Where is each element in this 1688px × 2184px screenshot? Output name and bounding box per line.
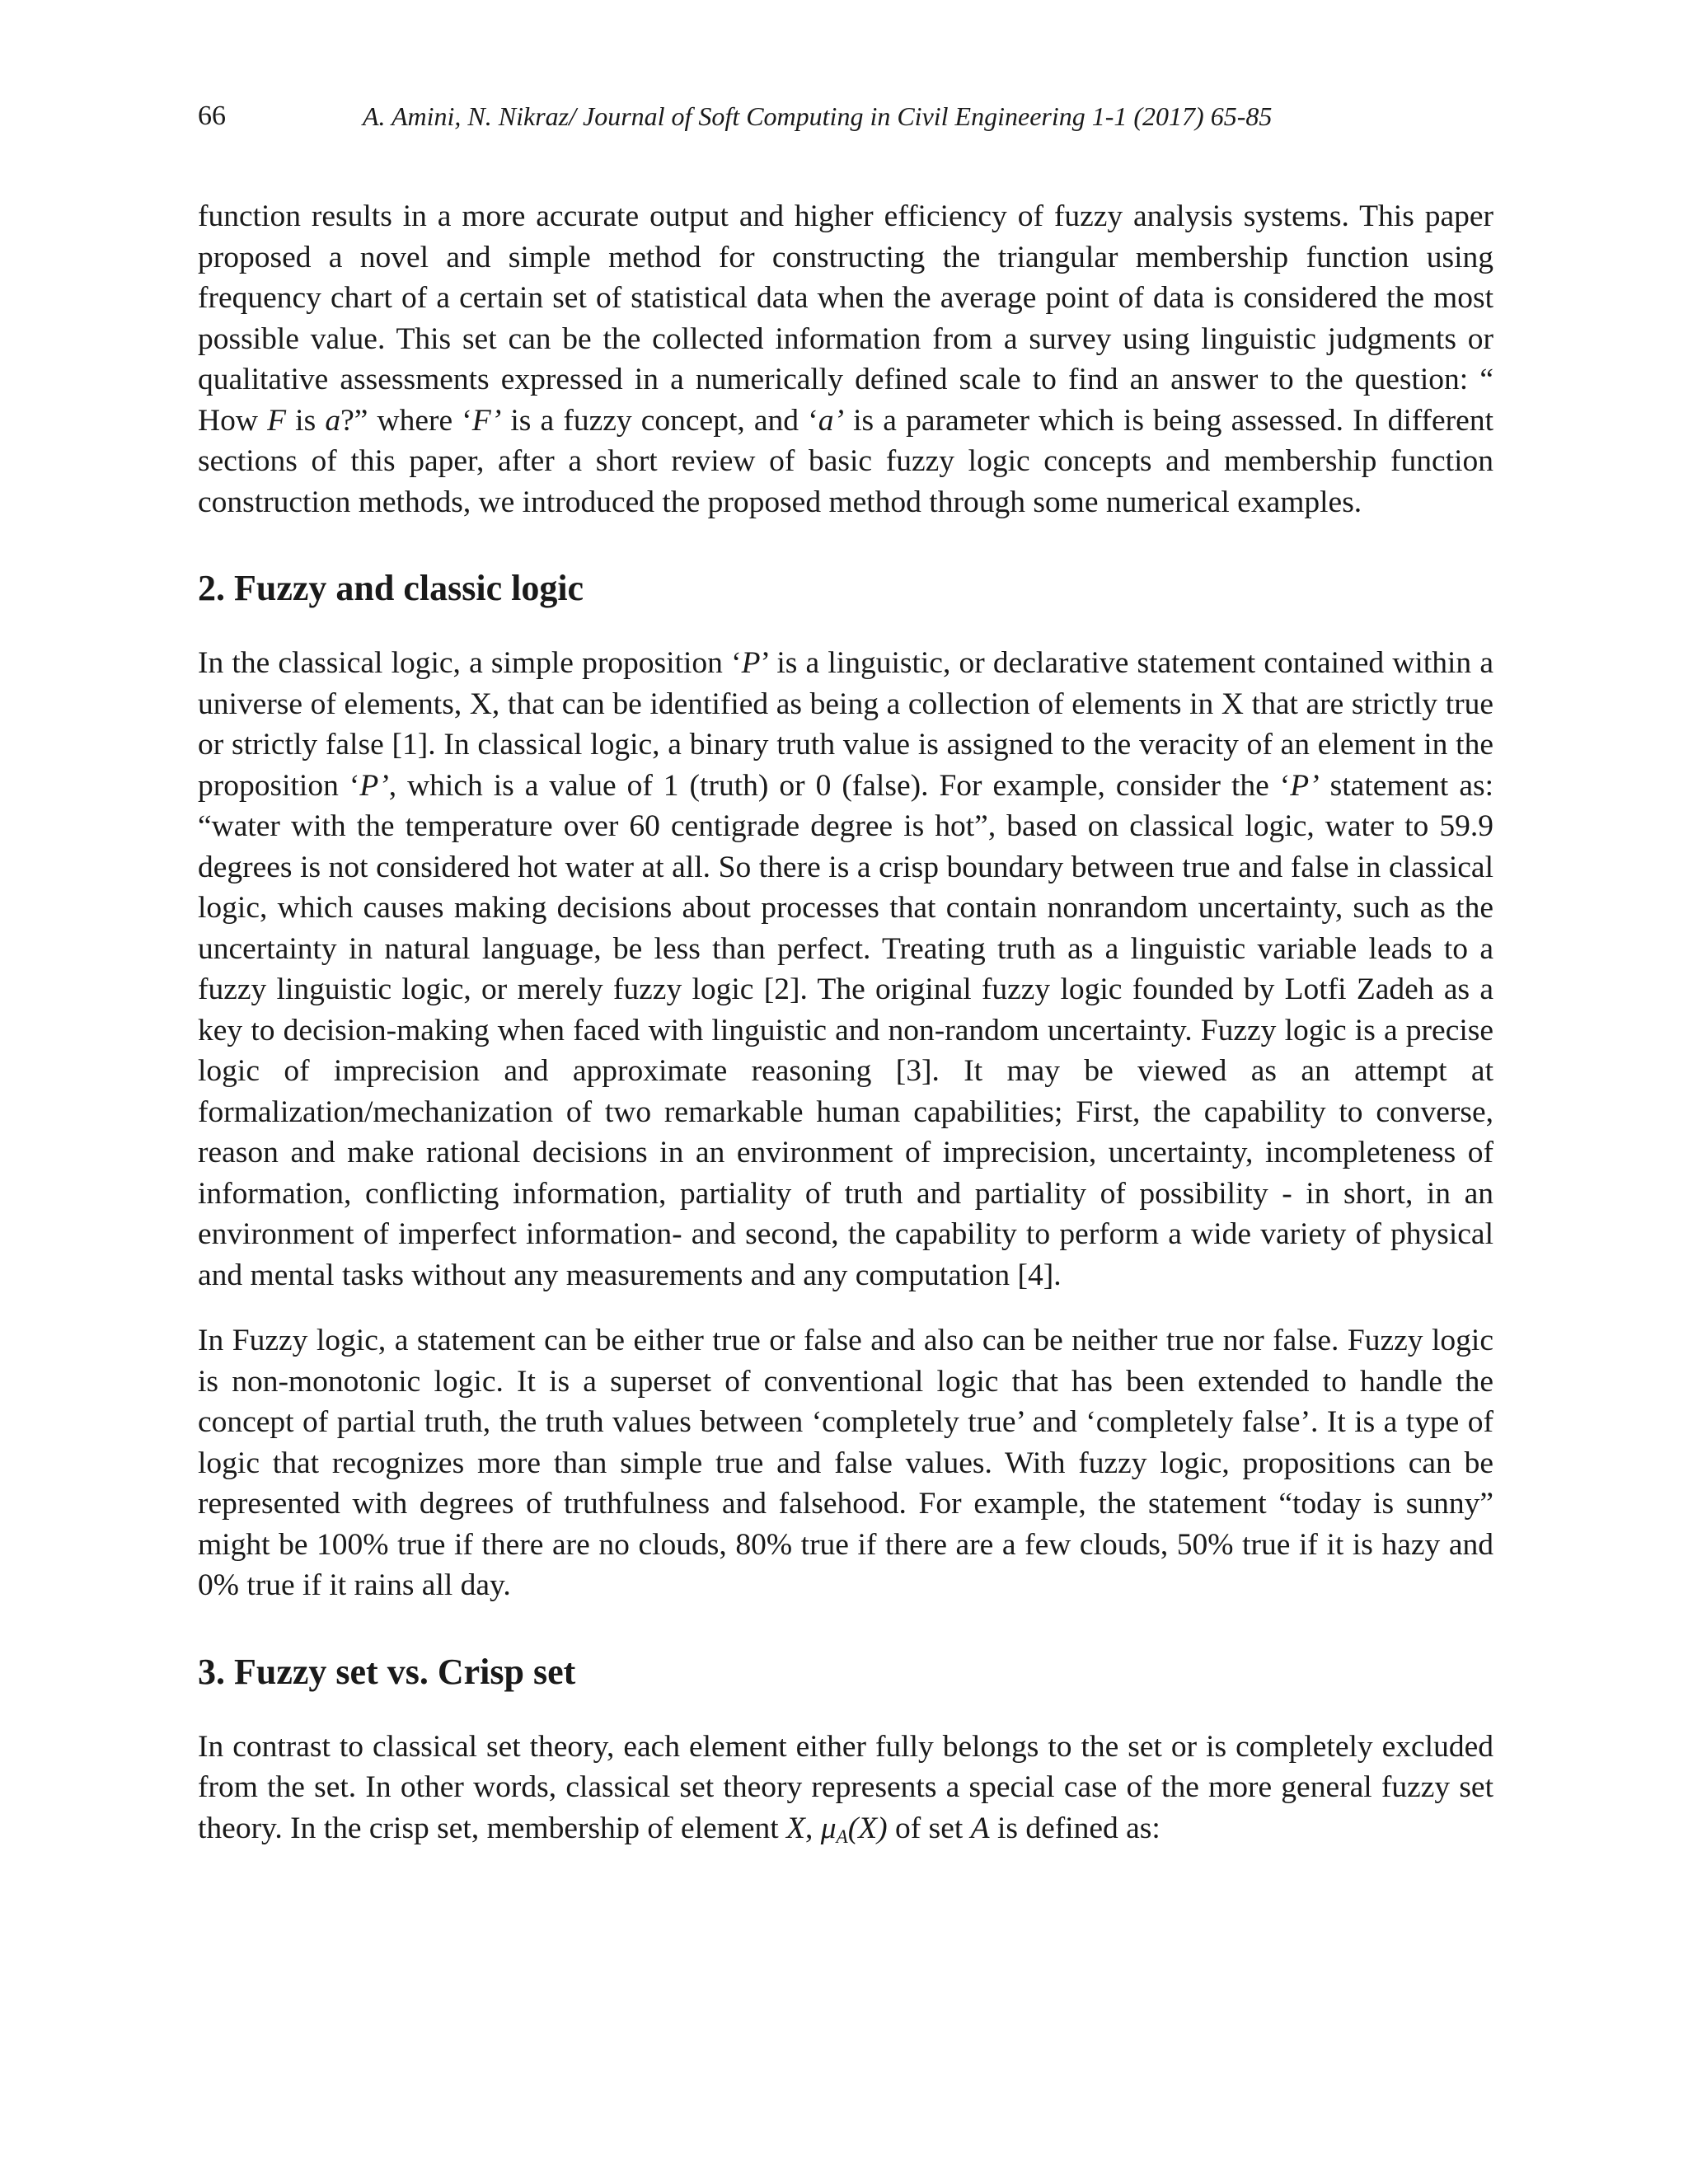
- section-2-heading: 2. Fuzzy and classic logic: [198, 568, 584, 608]
- body-content: [198, 196, 1493, 1849]
- section-2-paragraph-1: In the classical logic, a simple proposition ‘P’ is a linguistic, or declarative statement contained within a universe of elements, X, that can be identified as being a collection of elements in X that are strictly true or strictly false [1]. In classical logic, a binary truth value is assigned to the veracity of an element in the proposition ‘P’, which is a value of 1 (truth) or 0 (false). For example, consider the ‘P’ statement as: “water with the temperature over 60 centigrade degree is hot”, based on classical logic, water to 59.9 degrees is not considered hot water at all. So there is a crisp boundary between true and false in classical logic, which causes making decisions about processes that contain nonrandom uncertainty, such as the uncertainty in natural language, be less than perfect. Treating truth as a linguistic variable leads to a fuzzy linguistic logic, or merely fuzzy logic [2]. The original fuzzy logic founded by Lotfi Zadeh as a key to decision-making when faced with linguistic and non-random uncertainty. Fuzzy logic is a precise logic of imprecision and approximate reasoning [3]. It may be viewed as an attempt at formalization/mechanization of two remarkable human capabilities; First, the capability to converse, reason and make rational decisions in an environment of imprecision, uncertainty, incompleteness of information, conflicting information, partiality of truth and partiality of possibility - in short, in an environment of imperfect information- and second, the capability to perform a wide variety of physical and mental tasks without any measurements and any computation [4].: [198, 646, 1493, 1292]
- page-number: 66: [198, 101, 226, 131]
- section-2-paragraph-2: In Fuzzy logic, a statement can be either true or false and also can be neither true nor false. Fuzzy logic is non-monotonic logic. It is a superset of conventional logic that has been extended to handle the concept of partial truth, the truth values between ‘completely true’ and ‘completely false’. It is a type of logic that recognizes more than simple true and false values. With fuzzy logic, propositions can be represented with degrees of truthfulness and falsehood. For example, the statement “today is sunny” might be 100% true if there are no clouds, 80% true if there are a few clouds, 50% true if it is hazy and 0% true if it rains all day.: [198, 1324, 1493, 1602]
- intro-paragraph: function results in a more accurate output and higher efficiency of fuzzy analysis systems. This paper proposed a novel and simple method for constructing the triangular membership function using frequency chart of a certain set of statistical data when the average point of data is considered the most possible value. This set can be the collected information from a survey using linguistic judgments or qualitative assessments expressed in a numerically defined scale to find an answer to the question: “ How F is a?” where ‘F’ is a fuzzy concept, and ‘a’ is a parameter which is being assessed. In different sections of this paper, after a short review of basic fuzzy logic concepts and membership function construction methods, we introduced the proposed method through some numerical examples.: [198, 199, 1493, 519]
- running-header: A. Amini, N. Nikraz/ Journal of Soft Computing in Civil Engineering 1-1 (2017) 65-85: [363, 101, 1273, 131]
- section-3-paragraph: In contrast to classical set theory, each element either fully belongs to the set or is completely excluded from the set. In other words, classical set theory represents a special case of the more general fuzzy set theory. In the crisp set, membership of element X, $\mu_A(X)$ of set A is defined as:: [198, 1729, 1493, 1848]
- section-3-heading: 3. Fuzzy set vs. Crisp set: [198, 1651, 576, 1692]
